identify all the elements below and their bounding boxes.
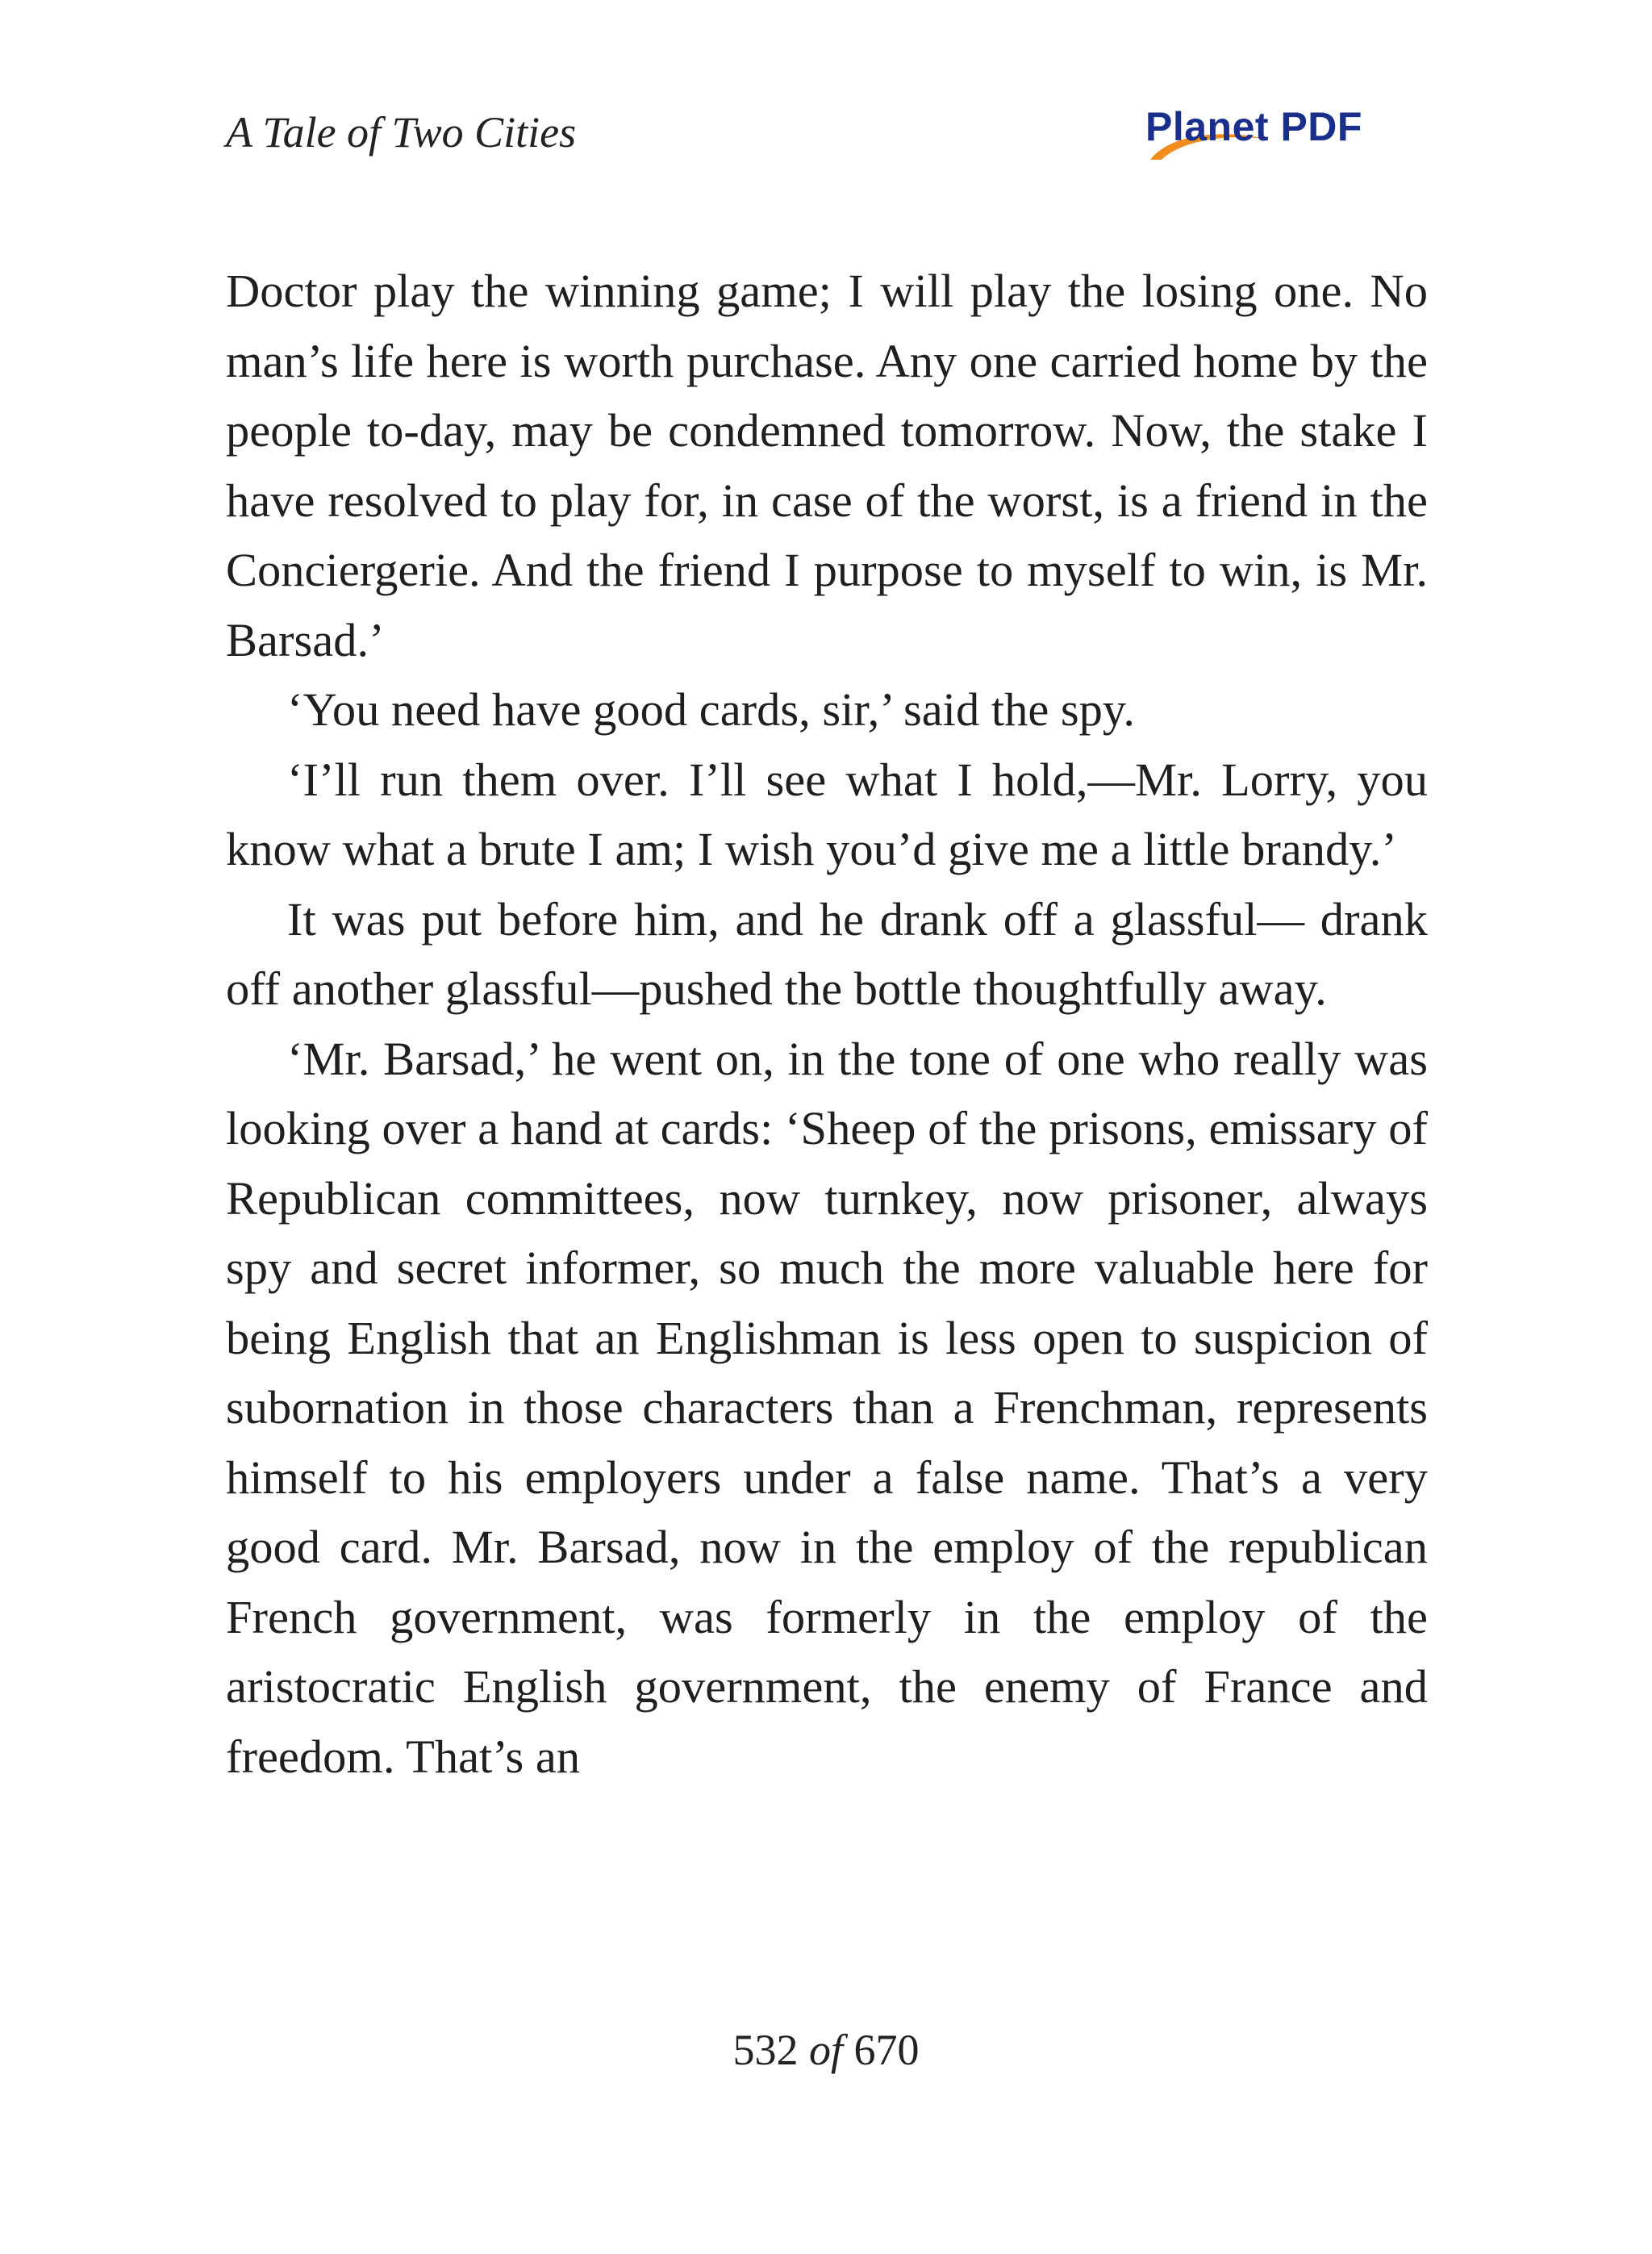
page-number-current: 532 [732,2026,799,2074]
planet-pdf-logo [1145,103,1420,168]
book-title: A Tale of Two Cities [226,108,577,157]
paragraph: ‘I’ll run them over. I’ll see what I hold,—Mr. Lorry, you know what a brute I am; I wish you’d give me a little brandy.’ [226,753,1428,875]
page-number-separator: of [808,2026,843,2074]
paragraph: Doctor play the winning game; I will play the losing one. No man’s life here is worth purchase. Any one carried home by the people to-day, may be condemned tomorrow. Now, the stake I have resolved to play for, in case of the worst, is a friend in the Conciergerie. And the friend I purpose to myself to win, is Mr. Barsad.’ [226,265,1428,666]
page-header [226,103,1428,184]
page-footer [0,2025,1652,2075]
page-body [226,257,1428,1792]
paragraph: It was put before him, and he drank off a glassful— drank off another glassful—pushed the bottle thoughtfully away. [226,892,1428,1015]
page-number-total: 670 [853,2026,920,2074]
paragraph: ‘You need have good cards, sir,’ said the spy. [287,683,1136,736]
logo-text: Planet PDF [1145,104,1362,149]
paragraph: ‘Mr. Barsad,’ he went on, in the tone of one who really was looking over a hand at cards: ‘Sheep of the prisons, emissary of Republican committees, now turnkey, now prisoner, always spy and secret informer, so much the more valuable here for being English that an Englishman is less open to suspicion of subornation in those characters than a Frenchman, represents himself to his employers under a false name. That’s a very good card. Mr. Barsad, now in the employ of the republican French government, was formerly in the employ of the aristocratic English government, the enemy of France and freedom. That’s an [226,1032,1428,1783]
